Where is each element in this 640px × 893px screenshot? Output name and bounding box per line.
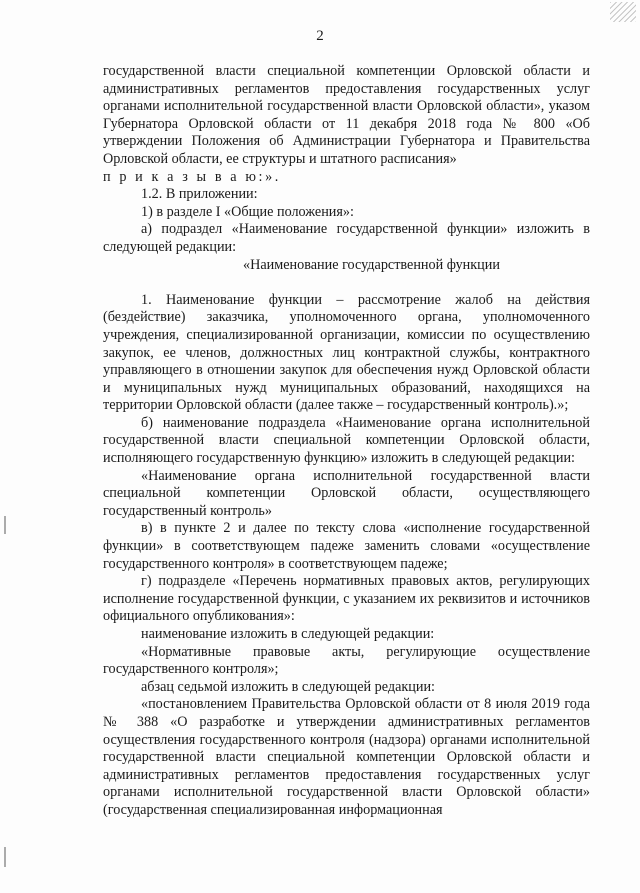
- paragraph-normative-acts: «Нормативные правовые акты, регулирующие осуществление государственного контроля»;: [103, 643, 590, 678]
- page-number: 2: [316, 28, 324, 44]
- paragraph-organ-name: «Наименование органа исполнительной государственной власти специальной компетенции Орловской области, осуществляющего государственный контроль»: [103, 467, 590, 519]
- paragraph-item-1-2: 1.2. В приложении:: [141, 186, 258, 203]
- paragraph-seventh-abzac: абзац седьмой изложить в следующей редакции:: [141, 678, 436, 695]
- paragraph-function-heading: «Наименование государственной функции: [243, 256, 500, 273]
- paragraph-subitem-v: в) в пункте 2 и далее по тексту слова «исполнение государственной функции» в соответствующем падеже заменить словами «осуществление государственного контроля» в соответствующем падеже;: [103, 520, 590, 572]
- scan-margin-mark: [4, 516, 6, 534]
- paragraph-resolution: «постановлением Правительства Орловской области от 8 июля 2019 года № 388 «О разработке и утверждении административных регламентов осуществления государственного контроля (надзора) органами исполнительной государственной власти специальной компетенции Орловской области и административных регламентов предоставления государственных услуг органами исполнительной государственной власти Орловской области» (государственная специализированная информационная: [103, 696, 590, 818]
- paragraph-section-1: 1) в разделе I «Общие положения»:: [141, 203, 354, 220]
- paragraph-title-change: наименование изложить в следующей редакции:: [141, 626, 435, 642]
- paragraph-subitem-g: г) подразделе «Перечень нормативных правовых актов, регулирующих исполнение государственной функции, с указанием их реквизитов и источников официального опубликования»:: [103, 573, 590, 625]
- scan-artifact: [610, 2, 636, 22]
- document-body: [103, 63, 590, 820]
- paragraph-function-name: 1. Наименование функции – рассмотрение жалоб на действия (бездействие) заказчика, уполномоченного органа, уполномоченного учреждения, специализированной организации, комиссии по осуществлению закупок, ее членов, должностных лиц контрактной службы, контрактного управляющего в отношении закупок для обеспечения нужд Орловской области и муниципальных нужд муниципальных образований, находящихся на территории Орловской области (далее также – государственный контроль).»;: [103, 291, 590, 414]
- blank-line: [103, 274, 590, 292]
- paragraph-subitem-b: б) наименование подраздела «Наименование органа исполнительной государственной власти специальной компетенции Орловской области, исполняющего государственную функцию» изложить в следующей редакции:: [103, 414, 590, 467]
- paragraph-order-word: п р и к а з ы в а ю:».: [103, 168, 281, 185]
- scan-margin-mark: [4, 847, 6, 867]
- paragraph-preamble: государственной власти специальной компетенции Орловской области и административных регламентов предоставления государственных услуг органами исполнительной государственной власти Орловской области», указом Губернатора Орловской области от 11 декабря 2018 года № 800 «Об утверждении Положения об Администрации Губернатора и Правительства Орловской области, ее структуры и штатного расписания»: [103, 63, 590, 167]
- paragraph-subitem-a: а) подраздел «Наименование государственной функции» изложить в следующей редакции:: [103, 221, 590, 255]
